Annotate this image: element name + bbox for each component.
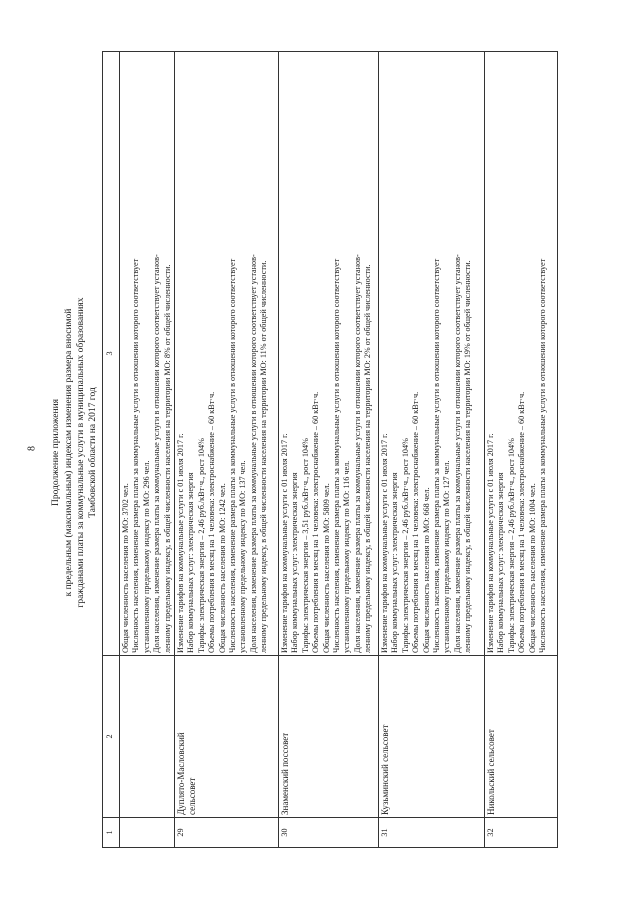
- detail-line: Численность населения, изменение размера платы за коммунальные услуги в отношении которого соответствует: [332, 258, 342, 653]
- detail-line: Доля населения, изменение размера платы за коммунальные услуги в отношении которого соответствует установ-: [248, 254, 258, 653]
- detail-line: Общая численность населения по МО: 3702 чел.: [121, 483, 130, 653]
- detail-line: ленному предельному индексу, в общей численности населения на территории МО: 19% от общей численности.: [463, 260, 473, 653]
- details-cell: [175, 52, 279, 656]
- details-cell: [120, 52, 175, 656]
- table-header-row: [103, 52, 120, 848]
- heading-line-4: Тамбовской области на 2017 год: [88, 387, 98, 518]
- row-number: 31: [379, 818, 485, 848]
- row-number: 30: [279, 818, 379, 848]
- detail-line: Набор коммунальных услуг: электрическая энергия: [390, 472, 400, 653]
- municipality-name-cell: [175, 656, 279, 818]
- detail-line: Численность населения, изменение размера платы за коммунальные услуги в отношении которого соответствует: [538, 258, 548, 653]
- detail-line: Общая численность населения по МО: 668 чел.: [421, 487, 431, 653]
- table-row: [175, 52, 279, 848]
- detail-line: установленному предельному индексу по МО: 296 чел.: [141, 460, 151, 653]
- municipality-name-cell: [379, 656, 485, 818]
- row-number-cell: [120, 818, 175, 848]
- column-header-3: 3: [103, 52, 120, 656]
- details-cell: [485, 52, 558, 656]
- detail-line: Тарифы: электрическая энергия – 2,46 руб./кВт·ч., рост 104%: [400, 438, 410, 653]
- detail-line: установленному предельному индексу по МО: 127 чел.: [442, 460, 452, 653]
- row-number: 32: [485, 818, 558, 848]
- detail-line: Изменение тарифов на коммунальные услуги с 01 июля 2017 г.: [486, 433, 496, 653]
- detail-line: Доля населения, изменение размера платы за коммунальные услуги в отношении которого соответствует установ-: [152, 254, 162, 653]
- detail-line: Объемы потребления в месяц на 1 человека: электроснабжение – 60 кВт·ч.: [517, 391, 527, 653]
- detail-line: Изменение тарифов на коммунальные услуги с 01 июля 2017 г.: [280, 433, 290, 653]
- detail-line: Объемы потребления в месяц на 1 человека: электроснабжение – 60 кВт·ч.: [207, 391, 217, 653]
- detail-line: Численность населения, изменение размера платы за коммунальные услуги в отношении которого соответствует: [228, 258, 238, 653]
- row-number: 29: [175, 818, 279, 848]
- municipality-name: Никольский сельсовет: [486, 729, 497, 815]
- detail-line: Общая численность населения по МО: 1004 чел.: [527, 483, 537, 653]
- municipality-name: Знаменский поссовет: [280, 732, 291, 815]
- detail-line: Общая численность населения по МО: 1242 чел.: [217, 483, 227, 653]
- detail-line: Общая численность населения по МО: 5809 чел.: [321, 483, 331, 653]
- municipality-name-cell: [485, 656, 558, 818]
- detail-line: Численность населения, изменение размера платы за коммунальные услуги в отношении которого соответствует: [131, 258, 141, 653]
- detail-line: Доля населения, изменение размера платы за коммунальные услуги в отношении которого соответствует установ-: [352, 254, 362, 653]
- detail-line: Численность населения, изменение размера платы за коммунальные услуги в отношении которого соответствует: [432, 258, 442, 653]
- municipality-name: Дуплято-Масловский: [176, 732, 187, 815]
- detail-line: Доля населения, изменение размера платы за коммунальные услуги в отношении которого соответствует установ-: [452, 254, 462, 653]
- column-header-2: 2: [103, 656, 120, 818]
- detail-line: установленному предельному индексу по МО: 137 чел.: [238, 460, 248, 653]
- detail-line: Объемы потребления в месяц на 1 человека: электроснабжение – 60 кВт·ч.: [411, 391, 421, 653]
- municipality-name-cell: [279, 656, 379, 818]
- heading-line-1: Продолжение приложения: [51, 398, 61, 507]
- detail-line: Изменение тарифов на коммунальные услуги с 01 июля 2017 г.: [176, 433, 186, 653]
- detail-line: Тарифы: электрическая энергия – 3,51 руб./кВт·ч., рост 104%: [300, 438, 310, 653]
- detail-line: Набор коммунальных услуг: электрическая энергия: [496, 472, 506, 653]
- detail-line: ленному предельному индексу, в общей численности населения на территории МО: 8% от общей численности.: [162, 264, 172, 653]
- details-cell: [379, 52, 485, 656]
- table-row: [485, 52, 558, 848]
- page-number: 8: [26, 446, 38, 451]
- tariff-table: [102, 51, 558, 848]
- municipality-name: сельсовет: [187, 777, 198, 815]
- detail-line: Набор коммунальных услуг: электрическая энергия: [186, 472, 196, 653]
- table-row: [279, 52, 379, 848]
- municipality-name-cell: [120, 656, 175, 818]
- heading-line-3: гражданами платы за коммунальные услуги в муниципальных образованиях: [76, 297, 86, 608]
- detail-line: Тарифы: электрическая энергия – 2,46 руб./кВт·ч., рост 104%: [196, 438, 206, 653]
- detail-line: ленному предельному индексу, в общей численности населения на территории МО: 11% от общей численности.: [259, 260, 269, 653]
- detail-line: установленному предельному индексу по МО: 116 чел.: [342, 460, 352, 653]
- detail-line: Тарифы: электрическая энергия – 2,46 руб./кВт·ч., рост 104%: [506, 438, 516, 653]
- detail-line: Набор коммунальных услуг: электрическая энергия: [290, 472, 300, 653]
- heading-line-2: к предельным (максимальным) индексам изменения размера вносимой: [64, 308, 74, 597]
- detail-line: Изменение тарифов на коммунальные услуги с 01 июля 2017 г.: [380, 433, 390, 653]
- detail-line: Объемы потребления в месяц на 1 человека: электроснабжение – 60 кВт·ч.: [311, 391, 321, 653]
- municipality-name: Кузьминский сельсовет: [380, 724, 391, 815]
- detail-line: ленному предельному индексу, в общей численности населения на территории МО: 2% от общей численности.: [363, 264, 373, 653]
- details-cell: [279, 52, 379, 656]
- table-row: [379, 52, 485, 848]
- table-row-continuation: [120, 52, 175, 848]
- column-header-1: 1: [103, 818, 120, 848]
